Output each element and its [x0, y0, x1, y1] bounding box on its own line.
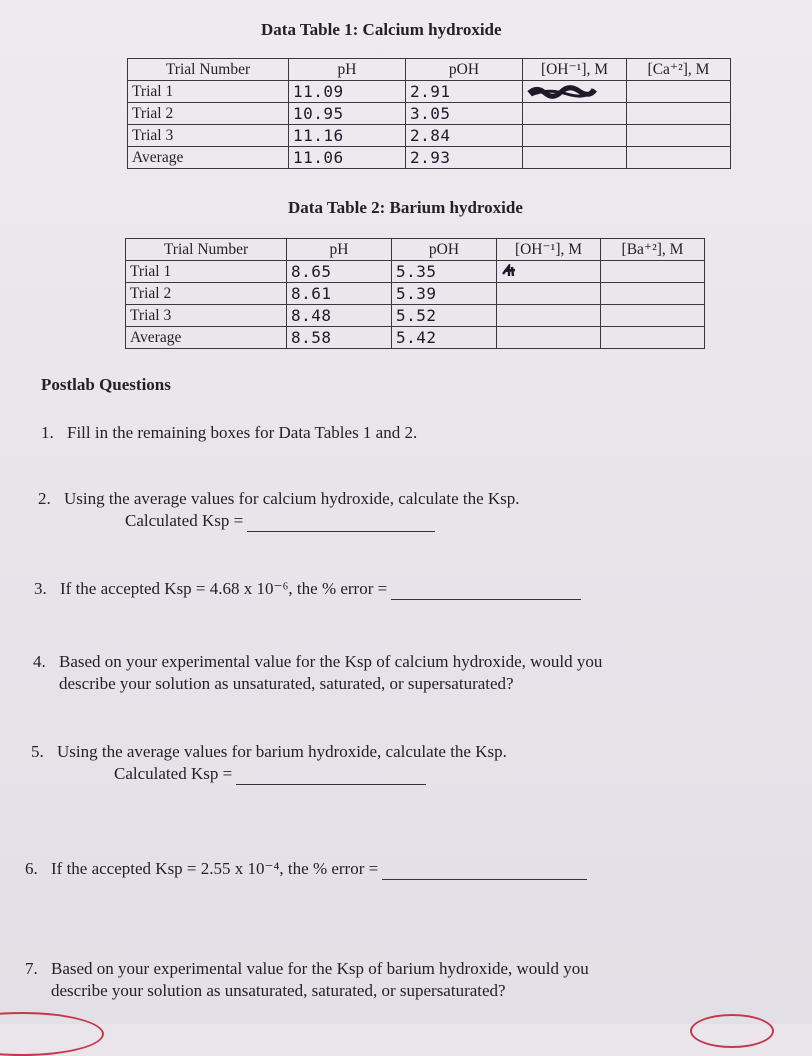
question-number: 2. [38, 489, 51, 508]
poh-value: 2.93 [406, 147, 523, 169]
row-label: Trial 2 [128, 103, 289, 125]
question-1 [41, 422, 417, 444]
oh-cell [497, 261, 601, 283]
ph-value: 8.58 [287, 327, 392, 349]
ph-value: 8.61 [287, 283, 392, 305]
table1-title: Data Table 1: Calcium hydroxide [261, 20, 502, 39]
ph-value: 11.06 [289, 147, 406, 169]
question-5 [31, 741, 507, 785]
question-number: 5. [31, 742, 44, 761]
poh-value: 5.35 [392, 261, 497, 283]
poh-value: 5.39 [392, 283, 497, 305]
answer-blank[interactable] [236, 768, 426, 785]
ph-value: 10.95 [289, 103, 406, 125]
header-ca: [Ca⁺²], M [627, 59, 731, 81]
question-text-line2: describe your solution as unsaturated, saturated, or supersaturated? [51, 981, 506, 1000]
question-number: 7. [25, 959, 38, 978]
question-text: Based on your experimental value for the Ksp of barium hydroxide, would you [51, 959, 589, 978]
question-text: Fill in the remaining boxes for Data Tables 1 and 2. [67, 423, 418, 442]
question-2 [38, 488, 520, 532]
row-label: Trial 3 [126, 305, 287, 327]
header-poh: pOH [392, 239, 497, 261]
oh-cell [523, 81, 627, 103]
table-row [128, 147, 731, 169]
red-pen-mark-left [0, 1012, 104, 1056]
row-label: Trial 1 [126, 261, 287, 283]
question-text: If the accepted Ksp = 2.55 x 10⁻⁴, the % error = [51, 859, 379, 878]
oh-cell [523, 147, 627, 169]
question-6 [25, 858, 587, 880]
question-subtext: Calculated Ksp = [114, 764, 233, 783]
scribble-mark [501, 264, 517, 278]
table2 [125, 238, 705, 349]
oh-cell [523, 125, 627, 147]
row-label: Average [128, 147, 289, 169]
question-7 [25, 958, 589, 1002]
header-oh: [OH⁻¹], M [497, 239, 601, 261]
question-text: Using the average values for calcium hydroxide, calculate the Ksp. [64, 489, 520, 508]
question-text: Using the average values for barium hydroxide, calculate the Ksp. [57, 742, 507, 761]
ba-cell [601, 327, 705, 349]
ph-value: 8.48 [287, 305, 392, 327]
table-row [126, 305, 705, 327]
ca-cell [627, 125, 731, 147]
header-poh: pOH [406, 59, 523, 81]
table-row [128, 81, 731, 103]
answer-blank[interactable] [382, 863, 587, 880]
header-oh: [OH⁻¹], M [523, 59, 627, 81]
table-row [128, 103, 731, 125]
ca-cell [627, 103, 731, 125]
ca-cell [627, 147, 731, 169]
oh-cell [497, 327, 601, 349]
question-4 [33, 651, 602, 695]
red-pen-mark-right [690, 1014, 774, 1048]
table-row [128, 125, 731, 147]
ca-cell [627, 81, 731, 103]
question-number: 3. [34, 579, 47, 598]
question-text-line2: describe your solution as unsaturated, saturated, or supersaturated? [59, 674, 514, 693]
oh-cell [523, 103, 627, 125]
table-row [126, 261, 705, 283]
oh-cell [497, 305, 601, 327]
table-row [126, 327, 705, 349]
postlab-heading: Postlab Questions [41, 375, 171, 394]
question-text: Based on your experimental value for the Ksp of calcium hydroxide, would you [59, 652, 603, 671]
ph-value: 11.16 [289, 125, 406, 147]
answer-blank[interactable] [247, 515, 435, 532]
table-header-row [126, 239, 705, 261]
poh-value: 5.42 [392, 327, 497, 349]
question-number: 4. [33, 652, 46, 671]
header-ba: [Ba⁺²], M [601, 239, 705, 261]
ph-value: 8.65 [287, 261, 392, 283]
poh-value: 2.91 [406, 81, 523, 103]
answer-blank[interactable] [391, 583, 581, 600]
question-text: If the accepted Ksp = 4.68 x 10⁻⁶, the % error = [60, 579, 388, 598]
header-trial-number: Trial Number [126, 239, 287, 261]
table-row [126, 283, 705, 305]
question-3 [34, 578, 581, 600]
row-label: Trial 2 [126, 283, 287, 305]
table2-title: Data Table 2: Barium hydroxide [288, 198, 523, 217]
question-subtext: Calculated Ksp = [125, 511, 244, 530]
scribble-mark [527, 85, 597, 99]
header-ph: pH [287, 239, 392, 261]
table-header-row [128, 59, 731, 81]
poh-value: 5.52 [392, 305, 497, 327]
ba-cell [601, 283, 705, 305]
ph-value: 11.09 [289, 81, 406, 103]
row-label: Trial 3 [128, 125, 289, 147]
header-ph: pH [289, 59, 406, 81]
row-label: Trial 1 [128, 81, 289, 103]
poh-value: 2.84 [406, 125, 523, 147]
ba-cell [601, 305, 705, 327]
header-trial-number: Trial Number [128, 59, 289, 81]
poh-value: 3.05 [406, 103, 523, 125]
oh-cell [497, 283, 601, 305]
row-label: Average [126, 327, 287, 349]
ba-cell [601, 261, 705, 283]
table1 [127, 58, 731, 169]
question-number: 6. [25, 859, 38, 878]
question-number: 1. [41, 423, 54, 442]
